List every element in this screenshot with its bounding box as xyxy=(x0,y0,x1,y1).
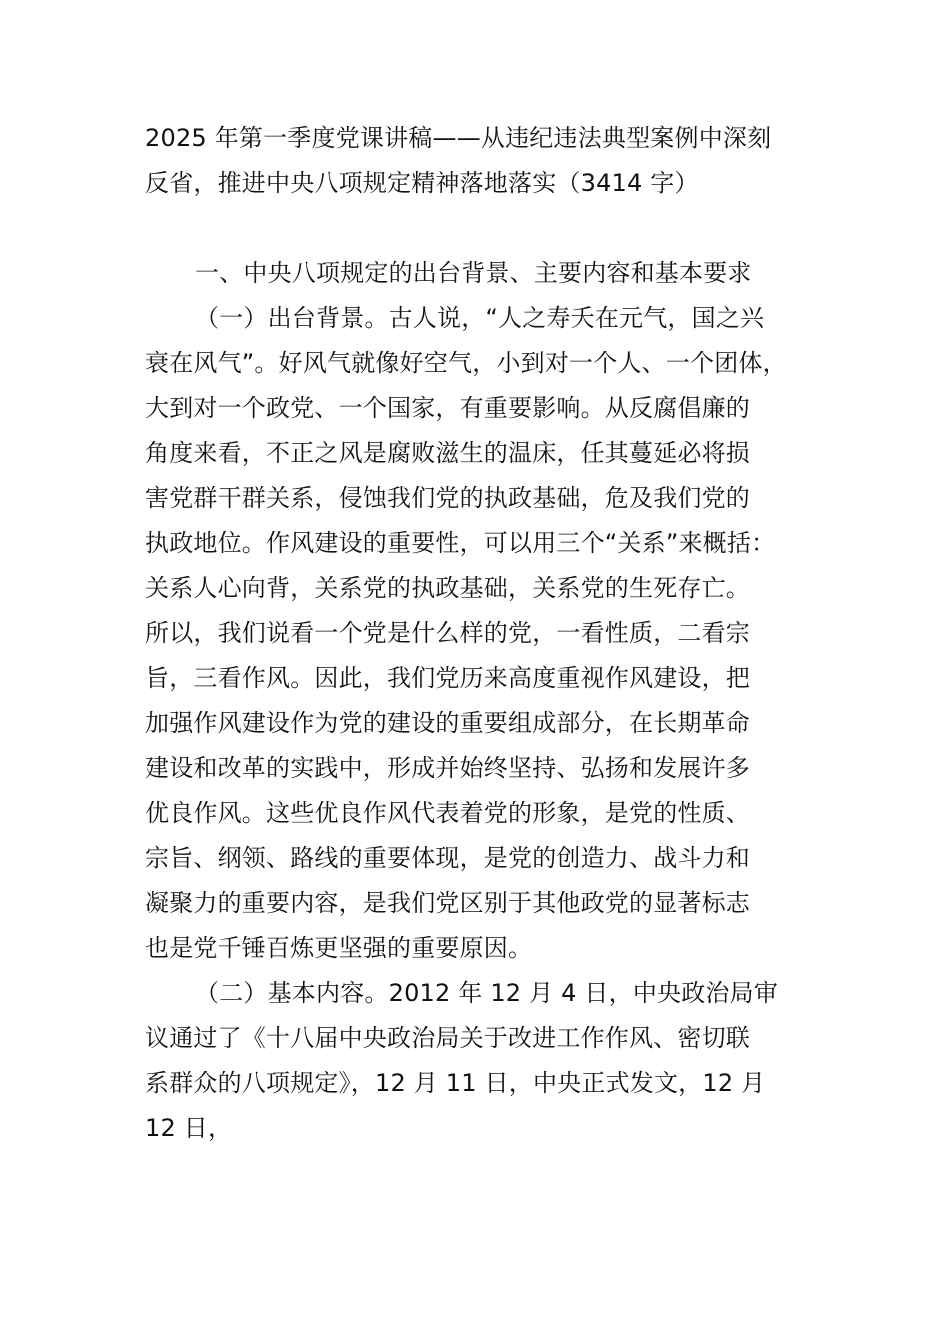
paragraph1-line-1: （一）出台背景。古人说，“人之寿夭在元气，国之兴 xyxy=(195,304,765,332)
title-line-2: 反省，推进中央八项规定精神落地落实（3414 字） xyxy=(145,169,699,197)
paragraph1-line-14: 凝聚力的重要内容，是我们党区别于其他政党的显著标志 xyxy=(145,889,750,917)
paragraph1-line-12: 优良作风。这些优良作风代表着党的形象，是党的性质、 xyxy=(145,799,750,827)
paragraph1-line-7: 关系人心向背，关系党的执政基础，关系党的生死存亡。 xyxy=(145,574,750,602)
paragraph1-line-11: 建设和改革的实践中，形成并始终坚持、弘扬和发展许多 xyxy=(145,754,750,782)
paragraph1-line-4: 角度来看，不正之风是腐败滋生的温床，任其蔓延必将损 xyxy=(145,439,750,467)
paragraph1-line-15: 也是党千锤百炼更坚强的重要原因。 xyxy=(145,934,533,962)
paragraph1-line-9: 旨，三看作风。因此，我们党历来高度重视作风建设，把 xyxy=(145,664,750,692)
section-heading: 一、中央八项规定的出台背景、主要内容和基本要求 xyxy=(195,259,752,287)
paragraph2-line-2: 议通过了《十八届中央政治局关于改进工作作风、密切联 xyxy=(145,1024,750,1052)
paragraph1-line-5: 害党群干群关系，侵蚀我们党的执政基础，危及我们党的 xyxy=(145,484,750,512)
paragraph2-line-1: （二）基本内容。2012 年 12 月 4 日，中央政治局审 xyxy=(195,979,779,1007)
title-line-1: 2025 年第一季度党课讲稿——从违纪违法典型案例中深刻 xyxy=(145,124,772,152)
paragraph1-line-3: 大到对一个政党、一个国家，有重要影响。从反腐倡廉的 xyxy=(145,394,750,422)
paragraph1-line-2: 衰在风气”。好风气就像好空气，小到对一个人、一个团体， xyxy=(145,349,787,377)
paragraph1-line-10: 加强作风建设作为党的建设的重要组成部分，在长期革命 xyxy=(145,709,750,737)
paragraph2-line-3: 系群众的八项规定》，12 月 11 日，中央正式发文，12 月 xyxy=(145,1069,766,1097)
paragraph1-line-13: 宗旨、纲领、路线的重要体现，是党的创造力、战斗力和 xyxy=(145,844,750,872)
paragraph1-line-8: 所以，我们说看一个党是什么样的党，一看性质，二看宗 xyxy=(145,619,750,647)
paragraph1-line-6: 执政地位。作风建设的重要性，可以用三个“关系”来概括： xyxy=(145,529,776,557)
paragraph2-line-4: 12 日， xyxy=(145,1114,233,1142)
